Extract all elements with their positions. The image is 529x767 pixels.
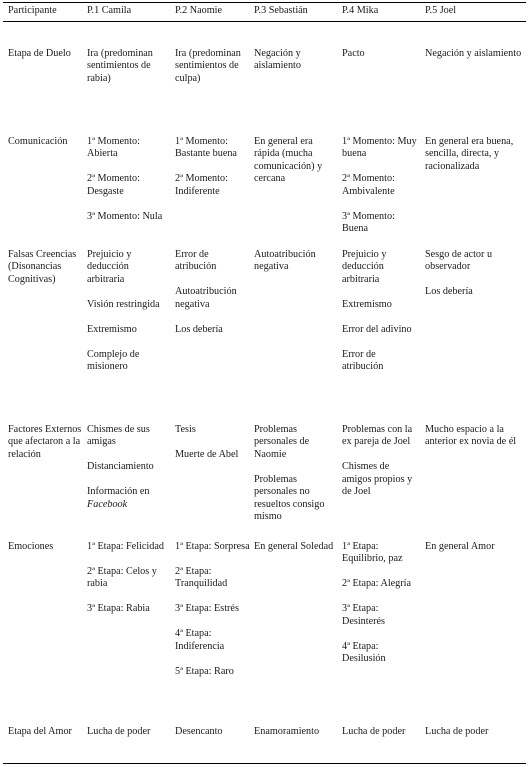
cell-text: Desencanto (175, 726, 223, 737)
cell-text: Prejuicio y deducción arbitraria (342, 249, 387, 285)
cell-text: Negación y aislamiento (254, 48, 301, 72)
cell (254, 726, 336, 738)
cell-text: Los debería (425, 286, 473, 298)
cell-text: En general Amor (425, 541, 495, 552)
cell (175, 48, 251, 85)
header-p1: P.1 Camila (87, 5, 132, 16)
cell (175, 541, 251, 678)
cell-text: Tesis (175, 424, 196, 435)
row-label: Falsas Creencias (Disonancias Cognitivas) (8, 249, 77, 285)
cell-text: En general era rápida (mucha comunicación) y cercana (254, 136, 323, 185)
cell (342, 249, 418, 374)
cell-text: Autoatribución negativa (254, 249, 316, 273)
cell-text: 5ª Etapa: Raro (175, 665, 234, 677)
cell-text: Autoatribución negativa (175, 286, 237, 310)
header-p4: P.4 Mika (342, 5, 379, 16)
cell (342, 136, 418, 236)
cell-text: 3ª Etapa: Rabia (87, 603, 150, 615)
cell-text: 1ª Momento: Bastante buena (175, 136, 237, 160)
cell (87, 249, 167, 374)
cell-text: 1ª Etapa: Equilibrio, paz (342, 541, 403, 565)
cell-text: Pacto (342, 48, 365, 59)
cell (87, 726, 167, 738)
cell-text: 2ª Etapa: Tranquilidad (175, 566, 228, 590)
cell (254, 48, 336, 73)
header-participante: Participante (8, 5, 57, 16)
cell-text: 3ª Momento: Buena (342, 210, 395, 235)
cell-text: En general era buena, sencilla, directa, y racionalizada (425, 136, 514, 172)
cell (175, 726, 251, 738)
cell (342, 424, 418, 499)
cell (425, 541, 525, 553)
cell (254, 249, 336, 274)
header-p5: P.5 Joel (425, 5, 457, 16)
cell-text: 3ª Momento: Nula (87, 210, 163, 222)
cell-text: Información en Facebook (87, 486, 150, 510)
cell-text: 2ª Momento: Desgaste (87, 173, 140, 197)
cell (342, 541, 418, 666)
cell-text: Sesgo de actor u observador (425, 249, 493, 273)
cell-text: 4ª Etapa: Indiferencia (175, 628, 225, 652)
cell-text: Mucho espacio a la anterior ex novia de él (425, 424, 517, 448)
italic-word: Facebook (87, 498, 128, 510)
cell (87, 136, 167, 223)
cell (425, 249, 525, 299)
cell-text: Chismes de amigos propios y de Joel (342, 461, 413, 498)
cell (425, 726, 525, 738)
cell (254, 541, 336, 553)
cell (87, 48, 167, 85)
cell-text: Distanciamiento (87, 461, 154, 473)
cell (425, 424, 525, 449)
cell-text: Ira (predominan sentimientos de rabia) (87, 48, 153, 84)
cell-text: 2ª Etapa: Celos y rabia (87, 566, 157, 590)
cell-text: Chismes de sus amigas (87, 424, 150, 448)
cell-text: 1ª Etapa: Sorpresa (175, 541, 250, 552)
cell (425, 48, 525, 60)
row-label: Etapa de Duelo (8, 48, 71, 59)
cell-text: 2ª Etapa: Alegría (342, 578, 412, 590)
cell-text: Lucha de poder (87, 726, 151, 737)
cell-text: 4ª Etapa: Desilusión (342, 640, 386, 665)
cell-text: Error de atribución (342, 348, 384, 373)
cell-text: Negación y aislamiento (425, 48, 522, 59)
header-p2: P.2 Naomie (175, 5, 222, 16)
row-label: Emociones (8, 541, 54, 552)
cell-text: Los debería (175, 323, 223, 335)
cell-text: Complejo de misionero (87, 348, 140, 373)
cell (342, 726, 418, 738)
cell-text: 3ª Etapa: Estrés (175, 603, 239, 615)
cell (175, 249, 251, 336)
cell-text: Lucha de poder (342, 726, 406, 737)
cell-text: Problemas personales no resueltos consigo mismo (254, 473, 325, 523)
cell (87, 424, 167, 511)
cell (87, 541, 167, 616)
cell-text: Prejuicio y deducción arbitraria (87, 249, 132, 285)
cell-text: En general Soledad (254, 541, 334, 552)
cell-text: 2ª Momento: Indiferente (175, 173, 228, 197)
row-label: Factores Externos que afectaron a la relación (8, 424, 82, 460)
cell (254, 424, 336, 523)
cell-text: Extremismo (87, 323, 137, 335)
cell-text: 1ª Etapa: Felicidad (87, 541, 164, 552)
cell-text: Muerte de Abel (175, 449, 239, 460)
cell-text: Extremismo (342, 298, 392, 310)
cell (425, 136, 525, 173)
cell (342, 48, 418, 60)
table-bottom-rule (3, 763, 526, 764)
header-p3: P.3 Sebastián (254, 5, 308, 16)
cell-text: Lucha de poder (425, 726, 489, 737)
cell (254, 136, 336, 186)
cell-text: 2ª Momento: Ambivalente (342, 173, 395, 197)
header-rule (3, 21, 526, 22)
row-label: Comunicación (8, 136, 68, 147)
cell-text: Error del adivino (342, 323, 412, 335)
cell-text: Ira (predominan sentimientos de culpa) (175, 48, 241, 84)
table-top-rule (3, 2, 526, 3)
cell-text: Visión restringida (87, 298, 160, 310)
cell (175, 424, 251, 461)
row-label: Etapa del Amor (8, 726, 72, 737)
cell-text: 1ª Momento: Muy buena (342, 136, 417, 160)
cell-text: Problemas personales de Naomie (254, 424, 310, 460)
cell-text: Problemas con la ex pareja de Joel (342, 424, 413, 448)
cell-text: Enamoramiento (254, 726, 320, 737)
cell-text: 3ª Etapa: Desinterés (342, 603, 385, 627)
cell (175, 136, 251, 198)
cell-text: 1ª Momento: Abierta (87, 136, 140, 160)
cell-text: Error de atribución (175, 249, 217, 273)
